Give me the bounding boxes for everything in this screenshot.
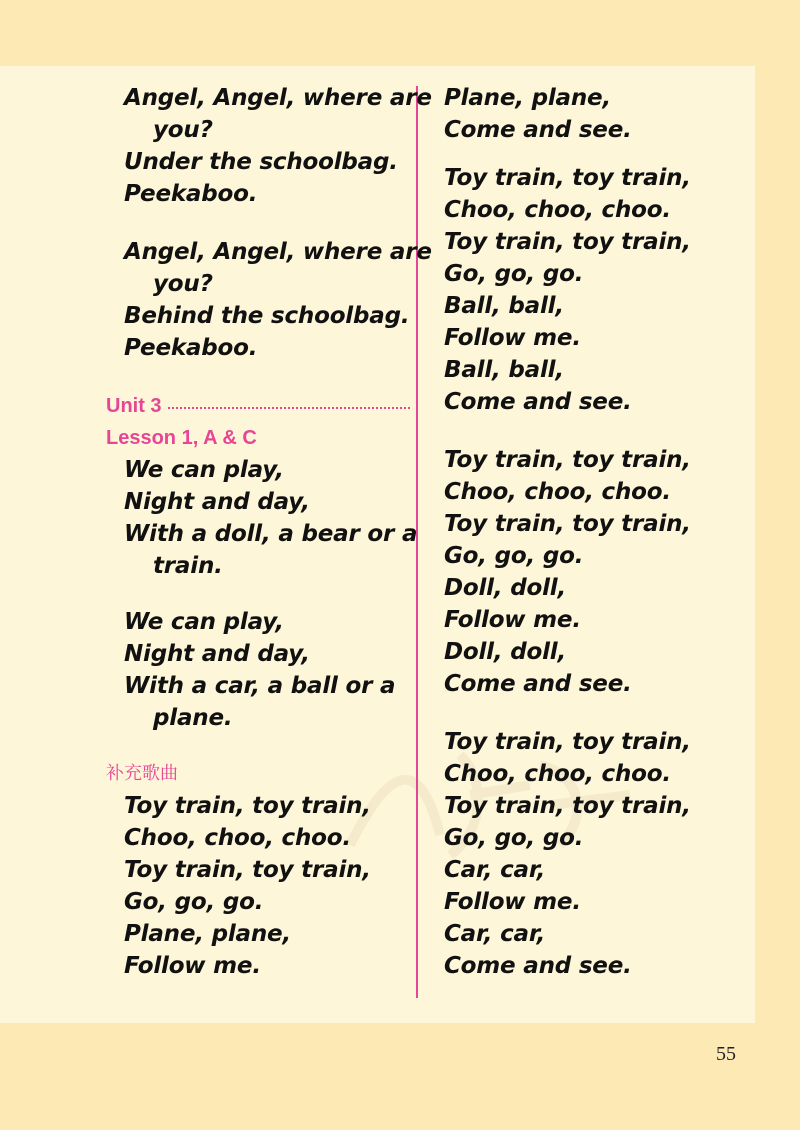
unit-title: Unit 3 bbox=[106, 395, 162, 417]
lyric-line: Ball, ball, bbox=[444, 293, 564, 319]
lyric-line: Peekaboo. bbox=[124, 181, 258, 207]
lyric-line: you? bbox=[153, 117, 213, 143]
lyric-line: Toy train, toy train, bbox=[444, 447, 691, 473]
stanza-car bbox=[444, 726, 754, 982]
lyric-line: With a car, a ball or a bbox=[124, 673, 396, 699]
lyric-line: Doll, doll, bbox=[444, 575, 566, 601]
stanza-play-2 bbox=[0, 606, 412, 734]
lyric-line: Car, car, bbox=[444, 857, 546, 883]
lyric-line: Ball, ball, bbox=[444, 357, 564, 383]
lyric-line: Go, go, go. bbox=[444, 543, 584, 569]
lyric-line: Come and see. bbox=[444, 953, 632, 979]
lyric-line: Car, car, bbox=[444, 921, 546, 947]
left-column bbox=[0, 82, 432, 982]
stanza-angel-1 bbox=[0, 82, 432, 210]
unit-heading bbox=[0, 390, 412, 422]
lyric-line: Choo, choo, choo. bbox=[444, 479, 671, 505]
lyric-line: We can play, bbox=[124, 609, 284, 635]
lyric-line: plane. bbox=[153, 705, 233, 731]
lyric-line: Peekaboo. bbox=[124, 335, 258, 361]
stanza-play-1 bbox=[0, 454, 418, 582]
stanza-angel-2 bbox=[0, 236, 432, 364]
stanza-doll bbox=[444, 444, 754, 700]
lyric-line: Plane, plane, bbox=[124, 921, 291, 947]
supplementary-song-heading: 补充歌曲 bbox=[106, 763, 178, 784]
lyric-line: Follow me. bbox=[124, 953, 261, 979]
lyric-line: Night and day, bbox=[124, 641, 310, 667]
right-column bbox=[444, 82, 754, 982]
lyric-line: Go, go, go. bbox=[124, 889, 264, 915]
stanza-toy-train-left bbox=[0, 790, 412, 982]
lyric-line: Go, go, go. bbox=[444, 825, 584, 851]
lyric-line: you? bbox=[153, 271, 213, 297]
lyric-line: We can play, bbox=[124, 457, 284, 483]
lyric-line: Toy train, toy train, bbox=[444, 229, 691, 255]
lyric-line: With a doll, a bear or a bbox=[124, 521, 418, 547]
lyric-line: Toy train, toy train, bbox=[444, 511, 691, 537]
lyric-line: Angel, Angel, where are bbox=[124, 239, 432, 265]
lyric-line: Toy train, toy train, bbox=[124, 793, 371, 819]
lyric-line: Toy train, toy train, bbox=[124, 857, 371, 883]
lyric-line: Choo, choo, choo. bbox=[124, 825, 351, 851]
stanza-ball bbox=[444, 162, 754, 418]
lyric-line: Come and see. bbox=[444, 389, 632, 415]
lyric-line: Follow me. bbox=[444, 889, 581, 915]
lyric-line: Doll, doll, bbox=[444, 639, 566, 665]
lyric-line: Follow me. bbox=[444, 325, 581, 351]
lyric-line: train. bbox=[153, 553, 223, 579]
dotted-rule bbox=[168, 407, 410, 409]
page-number: 55 bbox=[716, 1043, 736, 1065]
lyric-line: Choo, choo, choo. bbox=[444, 197, 671, 223]
lyric-line: Angel, Angel, where are bbox=[124, 85, 432, 111]
lyric-line: Toy train, toy train, bbox=[444, 165, 691, 191]
lyric-line: Toy train, toy train, bbox=[444, 729, 691, 755]
lyric-line: Night and day, bbox=[124, 489, 310, 515]
lyric-line: Toy train, toy train, bbox=[444, 793, 691, 819]
stanza-plane bbox=[444, 82, 754, 146]
lyric-line: Under the schoolbag. bbox=[124, 149, 398, 175]
lyric-line: Plane, plane, bbox=[444, 85, 611, 111]
lyric-line: Come and see. bbox=[444, 671, 632, 697]
lyric-line: Come and see. bbox=[444, 117, 632, 143]
lyric-line: Go, go, go. bbox=[444, 261, 584, 287]
lyric-line: Follow me. bbox=[444, 607, 581, 633]
lyric-line: Choo, choo, choo. bbox=[444, 761, 671, 787]
lyric-line: Behind the schoolbag. bbox=[124, 303, 410, 329]
lesson-heading: Lesson 1, A & C bbox=[106, 427, 257, 449]
